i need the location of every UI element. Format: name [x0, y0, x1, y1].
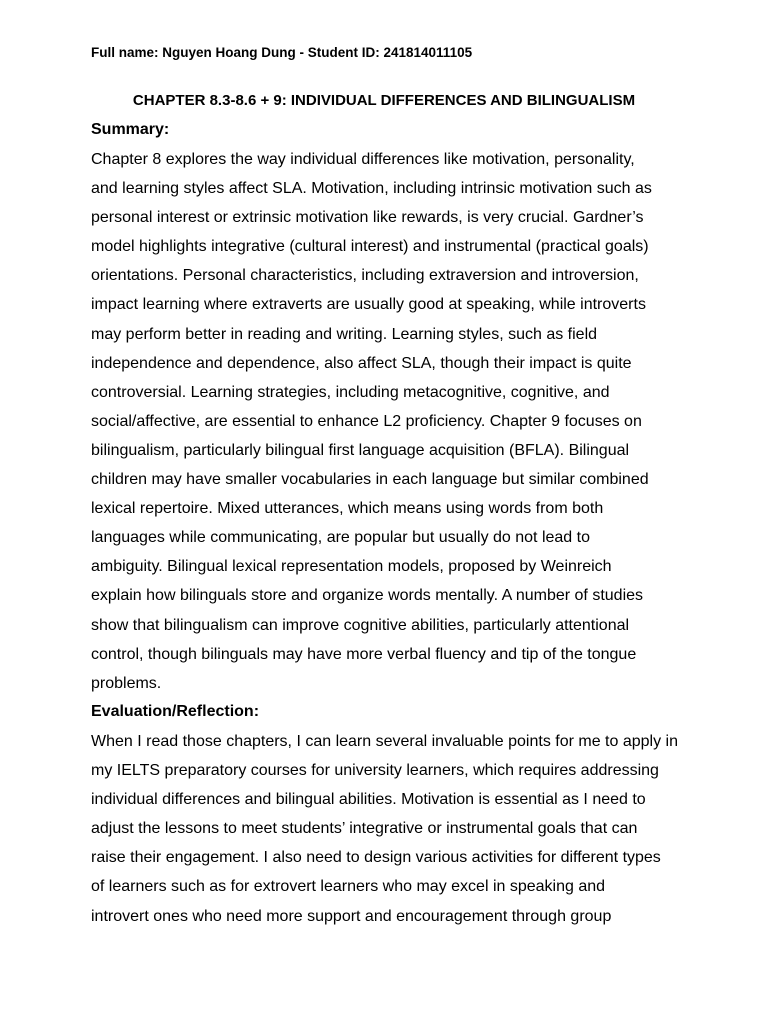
evaluation-line: raise their engagement. I also need to design various activities for different types	[91, 849, 661, 867]
summary-line: orientations. Personal characteristics, including extraversion and introversion,	[91, 267, 639, 285]
summary-paragraph	[91, 145, 691, 698]
summary-line: children may have smaller vocabularies in each language but similar combined	[91, 471, 649, 489]
summary-line: lexical repertoire. Mixed utterances, which means using words from both	[91, 500, 604, 518]
summary-line: may perform better in reading and writing. Learning styles, such as field	[91, 325, 598, 343]
summary-line: social/affective, are essential to enhance L2 proficiency. Chapter 9 focuses on	[91, 412, 642, 430]
summary-line: control, though bilinguals may have more verbal fluency and tip of the tongue	[91, 645, 637, 663]
summary-line: bilingualism, particularly bilingual first language acquisition (BFLA). Bilingual	[91, 441, 630, 459]
student-name-line: Full name: Nguyen Hoang Dung - Student ID: 241814011105	[91, 45, 473, 60]
summary-line: impact learning where extraverts are usually good at speaking, while introverts	[91, 296, 646, 314]
summary-line: problems.	[91, 674, 162, 692]
summary-line: show that bilingualism can improve cognitive abilities, particularly attentional	[91, 616, 630, 634]
evaluation-heading: Evaluation/Reflection:	[91, 703, 260, 720]
summary-line: model highlights integrative (cultural interest) and instrumental (practical goals)	[91, 238, 649, 256]
summary-line: independence and dependence, also affect SLA, though their impact is quite	[91, 354, 632, 372]
summary-line: languages while communicating, are popular but usually do not lead to	[91, 529, 590, 547]
evaluation-line: of learners such as for extrovert learners who may excel in speaking and	[91, 878, 606, 896]
summary-heading: Summary:	[91, 121, 170, 138]
chapter-title: CHAPTER 8.3-8.6 + 9: INDIVIDUAL DIFFERENCES AND BILINGUALISM	[132, 92, 636, 109]
summary-line: explain how bilinguals store and organize words mentally. A number of studies	[91, 587, 644, 605]
summary-line: and learning styles affect SLA. Motivation, including intrinsic motivation such as	[91, 180, 652, 198]
evaluation-line: individual differences and bilingual abilities. Motivation is essential as I need to	[91, 791, 646, 809]
evaluation-paragraph	[91, 727, 691, 931]
evaluation-line: my IELTS preparatory courses for university learners, which requires addressing	[91, 762, 659, 780]
evaluation-line: When I read those chapters, I can learn several invaluable points for me to apply in	[91, 733, 678, 750]
summary-line: controversial. Learning strategies, including metacognitive, cognitive, and	[91, 383, 610, 401]
evaluation-line: introvert ones who need more support and encouragement through group	[91, 907, 612, 925]
summary-line: Chapter 8 explores the way individual differences like motivation, personality,	[91, 151, 635, 168]
summary-line: personal interest or extrinsic motivation like rewards, is very crucial. Gardner’s	[91, 209, 644, 227]
summary-line: ambiguity. Bilingual lexical representation models, proposed by Weinreich	[91, 558, 612, 576]
evaluation-line: adjust the lessons to meet students’ integrative or instrumental goals that can	[91, 820, 638, 838]
